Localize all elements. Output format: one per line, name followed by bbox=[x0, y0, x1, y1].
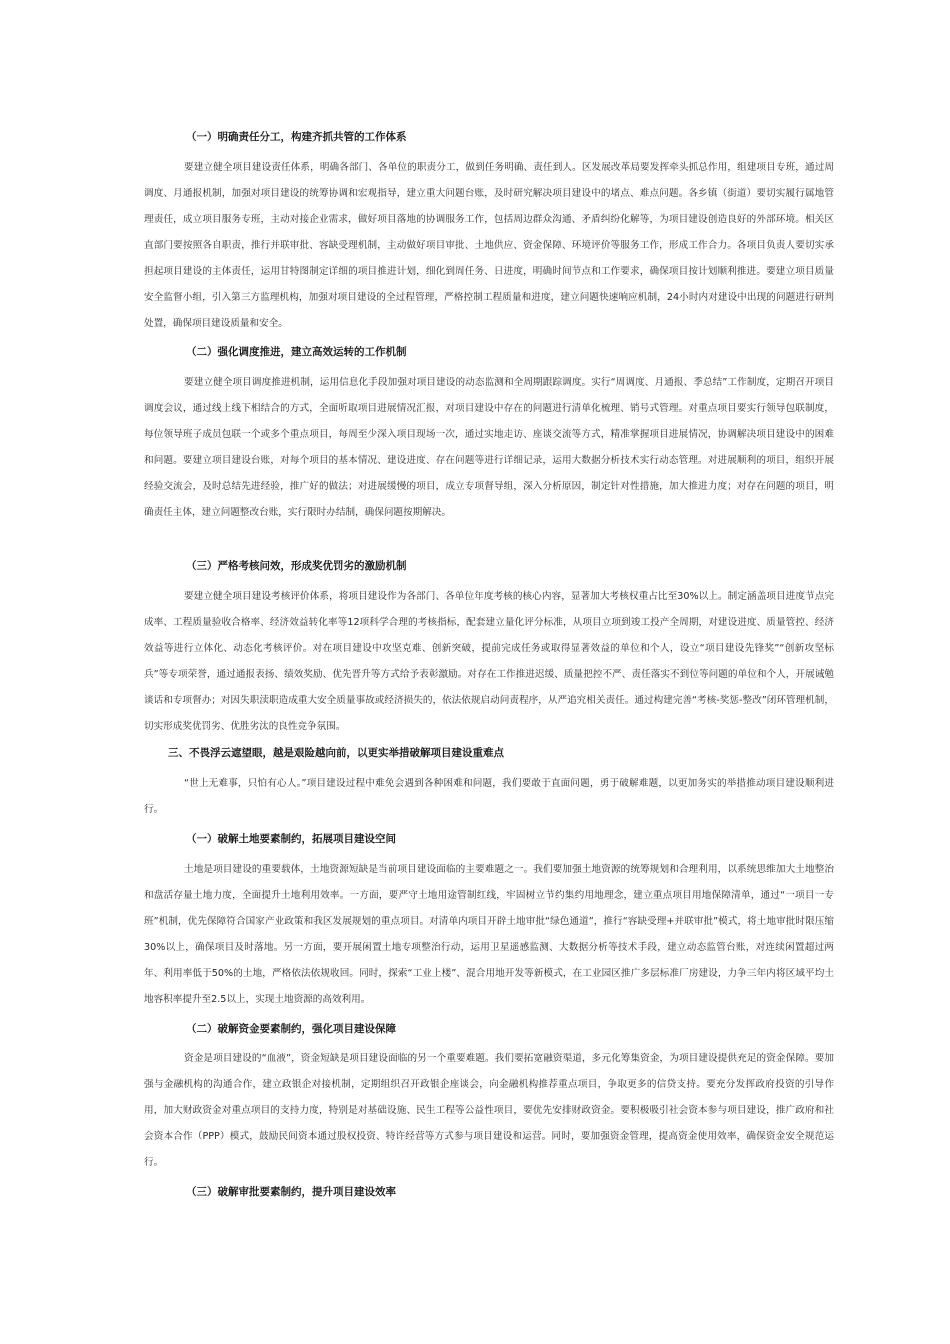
subsection-1-heading: （一）破解土地要素制约，拓展项目建设空间 bbox=[186, 833, 396, 845]
major-intro-paragraph: “世上无难事，只怕有心人。”项目建设过程中难免会遇到各种困难和问题，我们要敢于直面问题，勇于破解难题，以更加务实的举措推动项目建设顺利进行。 bbox=[144, 778, 834, 815]
major-heading: 三、不畏浮云遮望眼，越是艰险越向前，以更实举措破解项目建设重难点 bbox=[168, 747, 504, 759]
subsection-2-paragraph: 资金是项目建设的“血液”，资金短缺是项目建设面临的另一个重要难题。我们要拓宽融资渠道，多元化筹集资金，为项目建设提供充足的资金保障。要加强与金融机构的沟通合作，建立政银企对接机制，定期组织召开政银企座谈会，向金融机构推荐重点项目，争取更多的信贷支持。要充分发挥政府投资的引导作用，加大财政资金对重点项目的支持力度，特别是对基础设施、民生工程等公益性项目，要优先安排财政资金。要积极吸引社会资本参与项目建设，推广政府和社会资本合作（PPP）模式，鼓励民间资本通过股权投资、特许经营等方式参与项目建设和运营。同时，要加强资金管理，提高资金使用效率，确保资金安全规范运行。 bbox=[144, 1053, 834, 1168]
subsection-3-heading: （三）破解审批要素制约，提升项目建设效率 bbox=[186, 1186, 396, 1198]
section-2-heading: （二）强化调度推进，建立高效运转的工作机制 bbox=[186, 346, 407, 358]
section-1-heading: （一）明确责任分工，构建齐抓共管的工作体系 bbox=[186, 131, 407, 143]
subsection-2-heading: （二）破解资金要素制约，强化项目建设保障 bbox=[186, 1023, 396, 1035]
section-1-paragraph: 要建立健全项目建设责任体系，明确各部门、各单位的职责分工，做到任务明确、责任到人。区发展改革局要发挥牵头抓总作用，组建项目专班，通过周调度、月通报机制，加强对项目建设的统筹协调和宏观指导，建立重大问题台账，及时研究解决项目建设中的堵点、难点问题。各乡镇（街道）要切实履行属地管理责任，成立项目服务专班，主动对接企业需求，做好项目落地的协调服务工作，包括周边群众沟通、矛盾纠纷化解等，为项目建设创造良好的外部环境。相关区直部门要按照各自职责，推行并联审批、容缺受理机制，主动做好项目审批、土地供应、资金保障、环境评价等服务工作，形成工作合力。各项目负责人要切实承担起项目建设的主体责任，运用甘特图制定详细的项目推进计划，细化到周任务、日进度，明确时间节点和工作要求，确保项目按计划顺利推进。要建立项目质量安全监督小组，引入第三方监理机构，加强对项目建设的全过程管理，严格控制工程质量和进度，建立问题快速响应机制，24小时内对建设中出现的问题进行研判处置，确保项目建设质量和安全。 bbox=[144, 162, 834, 329]
section-3-paragraph: 要建立健全项目建设考核评价体系，将项目建设作为各部门、各单位年度考核的核心内容，显著加大考核权重占比至30%以上。制定涵盖项目进度节点完成率、工程质量验收合格率、经济效益转化率等12项科学合理的考核指标，配套建立量化评分标准，从项目立项到竣工投产全周期，对建设进度、质量管控、经济效益等进行立体化、动态化考核评价。对在项目建设中攻坚克难、创新突破，提前完成任务或取得显著效益的单位和个人，设立“项目建设先锋奖”“创新攻坚标兵”等专项荣誉，通过通报表扬、绩效奖励、优先晋升等方式给予表彰激励。对存在工作推进迟缓、质量把控不严、责任落实不到位等问题的单位和个人，开展诫勉谈话和专项督办；对因失职渎职造成重大安全质量事故或经济损失的，依法依规启动问责程序，从严追究相关责任。通过构建完善“考核-奖惩-整改”闭环管理机制，切实形成奖优罚劣、优胜劣汰的良性竞争氛围。 bbox=[144, 591, 834, 732]
subsection-1-paragraph: 土地是项目建设的重要载体，土地资源短缺是当前项目建设面临的主要难题之一。我们要加强土地资源的统筹规划和合理利用，以系统思维加大土地整治和盘活存量土地力度，全面提升土地利用效率。一方面，要严守土地用途管制红线，牢固树立节约集约用地理念，建立重点项目用地保障清单，通过“一项目一专班”机制，优先保障符合国家产业政策和我区发展规划的重点项目。对清单内项目开辟土地审批“绿色通道”，推行“容缺受理+并联审批”模式，将土地审批时限压缩30%以上，确保项目及时落地。另一方面，要开展闲置土地专项整治行动，运用卫星遥感监测、大数据分析等技术手段，建立动态监管台账，对连续闲置超过两年、利用率低于50%的土地，严格依法依规收回。同时，探索“工业上楼”、混合用地开发等新模式，在工业园区推广多层标准厂房建设，力争三年内将区域平均土地容积率提升至2.5以上，实现土地资源的高效利用。 bbox=[144, 864, 834, 1005]
section-3-heading: （三）严格考核问效，形成奖优罚劣的激励机制 bbox=[186, 560, 407, 572]
section-2-paragraph: 要建立健全项目调度推进机制，运用信息化手段加强对项目建设的动态监测和全周期跟踪调度。实行“周调度、月通报、季总结”工作制度，定期召开项目调度会议，通过线上线下相结合的方式，全面听取项目进展情况汇报，对项目建设中存在的问题进行清单化梳理、销号式管理。对重点项目要实行领导包联制度，每位领导班子成员包联一个或多个重点项目，每周至少深入项目现场一次，通过实地走访、座谈交流等方式，精准掌握项目进展情况，协调解决项目建设中的困难和问题。要建立项目建设台账，对每个项目的基本情况、建设进度、存在问题等进行详细记录，运用大数据分析技术实行动态管理。对进展顺利的项目，组织开展经验交流会，及时总结先进经验，推广好的做法；对进展缓慢的项目，成立专项督导组，深入分析原因，制定针对性措施，加大推进力度；对存在问题的项目，明确责任主体，建立问题整改台账，实行限时办结制，确保问题按期解决。 bbox=[144, 377, 834, 518]
